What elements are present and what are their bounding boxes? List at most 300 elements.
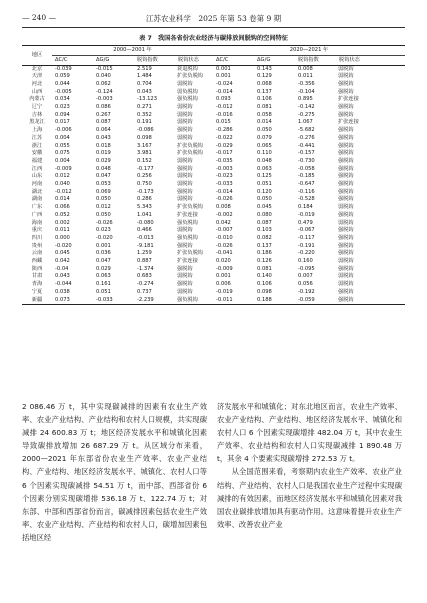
dg-cell: 0.106 [257,96,272,103]
table-row [22,212,405,220]
index-cell: -0.095 [298,265,315,272]
dc-cell: -0.044 [55,281,72,288]
dg-cell: 0.014 [257,119,272,126]
dg-cell: 0.126 [257,258,272,265]
dc-cell: -0.012 [55,188,72,195]
state-cell: 弱脱钩 [177,196,193,203]
index-cell: 0.683 [137,273,152,280]
dg-cell: 0.137 [257,242,272,249]
dg-cell: 0.087 [257,219,272,226]
dg-cell: 0.079 [257,134,272,141]
dg-cell: 0.110 [257,150,272,157]
index-cell: 0.895 [298,96,313,103]
col-state-header: 脱钩状态 [175,56,213,66]
dg-cell: 0.081 [257,265,272,272]
index-cell: -0.441 [298,142,315,149]
table-row [22,173,405,181]
index-cell: 0.098 [137,134,152,141]
state-cell: 强负脱钩 [177,234,198,241]
index-cell: 0.704 [137,80,152,87]
state-cell: 衰退脱钩 [177,65,198,72]
index-cell: -0.104 [298,88,315,95]
table-row [22,135,405,143]
index-cell: -0.116 [298,188,315,195]
index-cell: 0.191 [137,119,152,126]
state-cell: 强脱钩 [338,88,354,95]
region-cell: 新疆 [31,296,43,303]
state-cell: 弱脱钩 [338,219,354,226]
index-cell: -0.192 [298,288,315,295]
table-row [22,204,405,212]
region-cell: 重庆 [31,227,43,234]
dg-cell: 0.051 [96,288,111,295]
state-cell: 扩张负脱钩 [177,73,203,80]
table-row [22,289,405,297]
dc-cell: 0.011 [55,227,70,234]
region-cell: 云南 [31,250,43,257]
state-cell: 强负脱钩 [177,219,198,226]
index-cell: 0.479 [298,219,313,226]
state-cell: 弱脱钩 [338,258,354,265]
dg-cell: 0.029 [96,157,111,164]
state-cell: 扩张负脱钩 [177,204,203,211]
dc-cell: 0.038 [55,288,70,295]
region-cell: 内蒙古 [29,96,45,103]
state-cell: 强负脱钩 [177,296,198,303]
region-cell: 黑龙江 [29,119,45,126]
state-cell: 扩张负脱钩 [177,150,203,157]
dc-cell: -0.033 [216,181,233,188]
index-cell: -5.682 [298,127,315,134]
index-cell: -0.058 [298,165,315,172]
dg-cell: 0.188 [257,296,272,303]
state-cell: 强脱钩 [338,196,354,203]
state-cell: 强脱钩 [338,250,354,257]
state-cell: 扩张连接 [177,211,198,218]
dg-cell: 0.069 [96,188,111,195]
dc-cell: 0.043 [55,273,70,280]
col-dg-header: ΔG/G [93,56,134,66]
state-cell: 强脱钩 [338,234,354,241]
index-cell: -0.647 [298,181,315,188]
dg-cell: 0.140 [257,273,272,280]
index-cell: -0.276 [298,134,315,141]
state-cell: 扩张负脱钩 [177,142,203,149]
index-cell: 0.887 [137,258,152,265]
region-cell: 青海 [31,281,43,288]
table-row [22,81,405,89]
dc-cell: -0.011 [216,296,233,303]
region-cell: 吉林 [31,111,43,118]
index-cell: 5.343 [137,204,152,211]
state-cell: 强脱钩 [177,242,193,249]
index-cell: -0.356 [298,80,315,87]
state-cell: 强脱钩 [177,165,193,172]
dg-cell: 0.129 [257,73,272,80]
table-row [22,181,405,189]
region-cell: 陕西 [31,265,43,272]
region-cell: 甘肃 [31,273,43,280]
region-cell: 福建 [31,157,43,164]
index-cell: 1.259 [137,250,152,257]
region-cell: 湖南 [31,196,43,203]
dc-cell: 0.040 [55,181,70,188]
state-cell: 弱脱钩 [177,181,193,188]
region-cell: 河北 [31,80,43,87]
region-cell: 广西 [31,211,43,218]
state-cell: 强负脱钩 [177,96,198,103]
index-cell: 1.041 [137,211,152,218]
dg-cell: 0.137 [257,88,272,95]
index-cell: -0.177 [137,165,154,172]
index-cell: -0.013 [137,234,154,241]
dg-cell: -0.124 [96,88,113,95]
index-cell: 0.737 [137,288,152,295]
table-row [22,65,405,73]
dg-cell: 0.143 [257,65,272,72]
region-cell: 浙江 [31,142,43,149]
index-cell: -0.185 [298,173,315,180]
index-cell: 0.184 [298,204,313,211]
dg-cell: 0.050 [96,196,111,203]
dg-cell: -0.033 [96,296,113,303]
dg-cell: 0.086 [96,104,111,111]
dc-cell: -0.012 [216,104,233,111]
dc-cell: 0.094 [55,111,70,118]
index-cell: 0.011 [298,73,313,80]
dc-cell: 0.017 [55,119,70,126]
dc-cell: -0.022 [216,134,233,141]
index-cell: 0.256 [137,173,152,180]
state-cell: 弱脱钩 [338,65,354,72]
region-cell: 北京 [31,65,43,72]
index-cell: -0.142 [298,104,315,111]
index-cell: -0.173 [137,188,154,195]
index-cell: 3.981 [137,150,152,157]
state-cell: 强脱钩 [338,296,354,303]
col-index-header: 脱钩指数 [295,56,336,66]
state-cell: 弱脱钩 [177,111,193,118]
state-cell: 弱脱钩 [338,273,354,280]
state-cell: 弱脱钩 [177,288,193,295]
index-cell: 0.043 [137,88,152,95]
state-cell: 弱脱钩 [338,281,354,288]
page-number: — 240 — [22,13,57,22]
dg-cell: 0.050 [257,196,272,203]
dc-cell: -0.003 [216,165,233,172]
dc-cell: -0.005 [55,88,72,95]
period-1-header: 2000—2001 年 [52,46,213,56]
state-cell: 弱脱钩 [177,80,193,87]
header-rule [22,27,405,28]
dc-cell: -0.019 [216,288,233,295]
region-cell: 四川 [31,234,43,241]
table-row [22,235,405,243]
dc-cell: 0.066 [55,204,70,211]
region-cell: 辽宁 [31,104,43,111]
index-cell: -0.220 [298,250,315,257]
dc-cell: 0.093 [216,96,231,103]
index-cell: -0.191 [298,242,315,249]
dc-cell: 0.001 [216,273,231,280]
dg-cell: 0.012 [96,204,111,211]
index-cell: 0.008 [298,65,313,72]
state-cell: 强脱钩 [338,181,354,188]
dc-cell: -0.026 [216,242,233,249]
region-cell: 山西 [31,88,43,95]
state-cell: 强脱钩 [177,127,193,134]
dc-cell: 0.052 [55,211,70,218]
dc-cell: 0.023 [55,104,70,111]
index-cell: 3.167 [137,142,152,149]
dg-cell: 0.063 [96,273,111,280]
state-cell: 强脱钩 [338,142,354,149]
index-cell: -0.080 [137,219,154,226]
dg-cell: 0.023 [96,227,111,234]
index-cell: -0.730 [298,157,315,164]
region-cell: 贵州 [31,242,43,249]
state-cell: 弱脱钩 [338,73,354,80]
state-cell: 弱脱钩 [177,227,193,234]
dc-cell: -0.014 [216,188,233,195]
table-row [22,196,405,204]
index-cell: -0.067 [298,227,315,234]
dg-cell: 0.106 [257,281,272,288]
dc-cell: -0.009 [55,165,72,172]
dg-cell: 0.048 [96,165,111,172]
table-row [22,119,405,127]
state-cell: 强脱钩 [338,134,354,141]
dc-cell: 0.006 [216,281,231,288]
dg-cell: 0.125 [257,173,272,180]
left-text-column [22,400,207,544]
dg-cell: 0.029 [96,265,111,272]
index-cell: -0.117 [298,234,315,241]
index-cell: -0.157 [298,150,315,157]
dg-cell: 0.161 [96,281,111,288]
index-cell: 0.007 [298,273,313,280]
region-cell: 天津 [31,73,43,80]
body-paragraph: 2 086.46 万 t，其中实现碳减排的因素有农业生产效率、农业产业结构、产业结构和农村人口规模，共实现碳减排 24 600.83 万 t；地区经济发展水平和城镇化因素导致碳排放增加 26 687.29 万 t。从区域分布来看，2000—2021 年东部省份农业生产效率、农业产业结构、产业结构、地区经济发展水平、城镇化、农村人口等 6 个因素实现碳减排 54.51 万 t，而中部、西部省份 6 个因素分别实现碳增排 536.18 万 t、122.74 万 t；对东部、中部和西部省份而言，碳减排因素包括农业生产效率、农业产业结构、产业结构和农村人口，碳增加因素包括地区经 [22,402,207,542]
dc-cell: -0.017 [216,150,233,157]
region-cell: 海南 [31,219,43,226]
dg-cell: 0.064 [96,127,111,134]
dc-cell: -0.006 [55,127,72,134]
table-caption: 表 7 我国各省份农业经济与碳排放间脱钩的空间特征 [139,35,288,42]
col-index-header: 脱钩指数 [134,56,175,66]
table-row [22,73,405,81]
dc-cell: 0.075 [55,150,70,157]
journal-title: 江苏农业科学 2025 年第 53 卷第 9 期 [145,14,282,23]
dg-cell: 0.040 [96,73,111,80]
dg-cell: 0.065 [257,142,272,149]
running-header [22,11,405,25]
index-cell: 0.271 [137,104,152,111]
state-cell: 弱负脱钩 [177,88,198,95]
dc-cell: -0.024 [216,80,233,87]
region-cell: 广东 [31,204,43,211]
table-row [22,297,405,305]
index-cell: -0.059 [298,296,315,303]
dc-cell: 0.000 [55,234,70,241]
dc-cell: 0.012 [55,173,70,180]
state-cell: 扩张负脱钩 [177,250,203,257]
dc-cell: 0.044 [55,80,70,87]
state-cell: 强脱钩 [177,265,193,272]
index-cell: -0.275 [298,111,315,118]
dg-cell: 0.080 [257,211,272,218]
index-cell: -1.374 [137,265,154,272]
dg-cell: 0.082 [257,234,272,241]
region-cell: 河南 [31,181,43,188]
index-cell: 0.152 [137,157,152,164]
dg-cell: 0.047 [96,173,111,180]
dg-cell: 0.186 [257,250,272,257]
dc-cell: 0.001 [216,65,231,72]
dc-cell: -0.286 [216,127,233,134]
region-cell: 山东 [31,173,43,180]
region-cell: 江西 [31,165,43,172]
dc-cell: 0.004 [55,157,70,164]
table-row [22,127,405,135]
dc-cell: 0.004 [55,134,70,141]
state-cell: 强脱钩 [338,127,354,134]
dc-cell: 0.055 [55,142,70,149]
state-cell: 弱脱钩 [177,104,193,111]
dg-cell: 0.081 [257,104,272,111]
dc-cell: 0.001 [216,73,231,80]
dc-cell: 0.034 [55,96,70,103]
state-cell: 弱脱钩 [338,204,354,211]
dc-cell: -0.04 [55,265,69,272]
dc-cell: -0.010 [216,234,233,241]
dg-cell: 0.087 [96,119,111,126]
period-2-header: 2020—2021 年 [213,46,405,56]
dg-cell: 0.043 [96,134,111,141]
state-cell: 弱脱钩 [177,157,193,164]
region-cell: 湖北 [31,188,43,195]
state-cell: 强脱钩 [338,173,354,180]
dc-cell: 0.042 [216,219,231,226]
state-cell: 强脱钩 [177,188,193,195]
dc-cell: 0.008 [216,204,231,211]
dc-cell: 0.015 [216,119,231,126]
dg-cell: 0.058 [257,111,272,118]
index-cell: -0.274 [137,281,154,288]
index-cell: 0.160 [298,258,313,265]
dg-cell: -0.026 [96,219,113,226]
dc-cell: -0.035 [216,157,233,164]
index-cell: 2.519 [137,65,152,72]
state-cell: 扩张连接 [338,96,359,103]
region-header: 地区 [22,46,52,66]
table-row [22,281,405,289]
dc-cell: -0.014 [216,88,233,95]
dc-cell: 0.045 [55,250,70,257]
dc-cell: -0.020 [55,242,72,249]
dg-cell: 0.047 [96,258,111,265]
dc-cell: -0.007 [216,227,233,234]
index-cell: 1.484 [137,73,152,80]
table-row [22,104,405,112]
table-body [22,65,405,305]
state-cell: 弱脱钩 [177,119,193,126]
index-cell: 0.466 [137,227,152,234]
state-cell: 强脱钩 [338,288,354,295]
dc-cell: -0.026 [216,196,233,203]
dg-cell: 0.267 [96,111,111,118]
dc-cell: -0.041 [216,250,233,257]
dc-cell: 0.020 [216,258,231,265]
index-cell: -13.123 [137,96,158,103]
dg-cell: 0.053 [96,181,111,188]
state-cell: 强脱钩 [338,111,354,118]
state-cell: 弱脱钩 [177,134,193,141]
dg-cell: -0.015 [96,65,113,72]
table-row [22,227,405,235]
index-cell: 0.286 [137,196,152,203]
dg-cell: 0.120 [257,188,272,195]
dg-cell: 0.103 [257,227,272,234]
table-row [22,158,405,166]
body-paragraph: 济发展水平和城镇化；对东北地区而言，农业生产效率、农业产业结构、产业结构、地区经济发展水平、城镇化和农村人口 6 个因素实现碳增排 482.04 万 t，其中农业生产效率、农业结构和农村人口实现碳减排 1 890.48 万 t，其余 4 个要素实现碳增排 272.53 万 t。 [217,402,402,464]
dc-cell: -0.023 [216,173,233,180]
dg-cell: 0.050 [96,211,111,218]
dg-cell: -0.020 [96,234,113,241]
index-cell: -0.086 [137,127,154,134]
state-cell: 强脱钩 [338,80,354,87]
dg-cell: 0.018 [96,142,111,149]
dg-cell: 0.051 [257,181,272,188]
region-cell: 安徽 [31,150,43,157]
index-cell: -0.528 [298,196,315,203]
dc-cell: 0.059 [55,73,70,80]
state-cell: 强脱钩 [177,281,193,288]
dg-cell: 0.068 [257,80,272,87]
state-cell: 强脱钩 [338,265,354,272]
dg-cell: 0.063 [257,165,272,172]
state-cell: 弱脱钩 [177,173,193,180]
col-dc-header: ΔC/C [213,56,254,66]
state-cell: 强脱钩 [338,242,354,249]
index-cell: 0.750 [137,181,152,188]
col-state-header: 脱钩状态 [336,56,405,66]
dc-cell: -0.009 [216,265,233,272]
region-cell: 西藏 [31,258,43,265]
state-cell: 扩张连接 [338,119,359,126]
dg-cell: 0.050 [257,127,272,134]
index-cell: -9.181 [137,242,154,249]
dc-cell: -0.029 [216,142,233,149]
table-row [22,150,405,158]
state-cell: 强脱钩 [338,188,354,195]
index-cell: -0.019 [298,211,315,218]
dg-cell: 0.036 [96,250,111,257]
dg-cell: 0.019 [96,150,111,157]
state-cell: 强脱钩 [338,165,354,172]
dg-cell: 0.098 [257,288,272,295]
region-cell: 江苏 [31,134,43,141]
region-cell: 宁夏 [31,288,43,295]
dg-cell: 0.062 [96,80,111,87]
state-cell: 弱脱钩 [177,273,193,280]
col-dc-header: ΔC/C [52,56,93,66]
dc-cell: -0.016 [216,111,233,118]
state-cell: 强脱钩 [338,211,354,218]
state-cell: 扩张连接 [177,258,198,265]
dg-cell: 0.001 [96,242,111,249]
index-cell: 0.352 [137,111,152,118]
